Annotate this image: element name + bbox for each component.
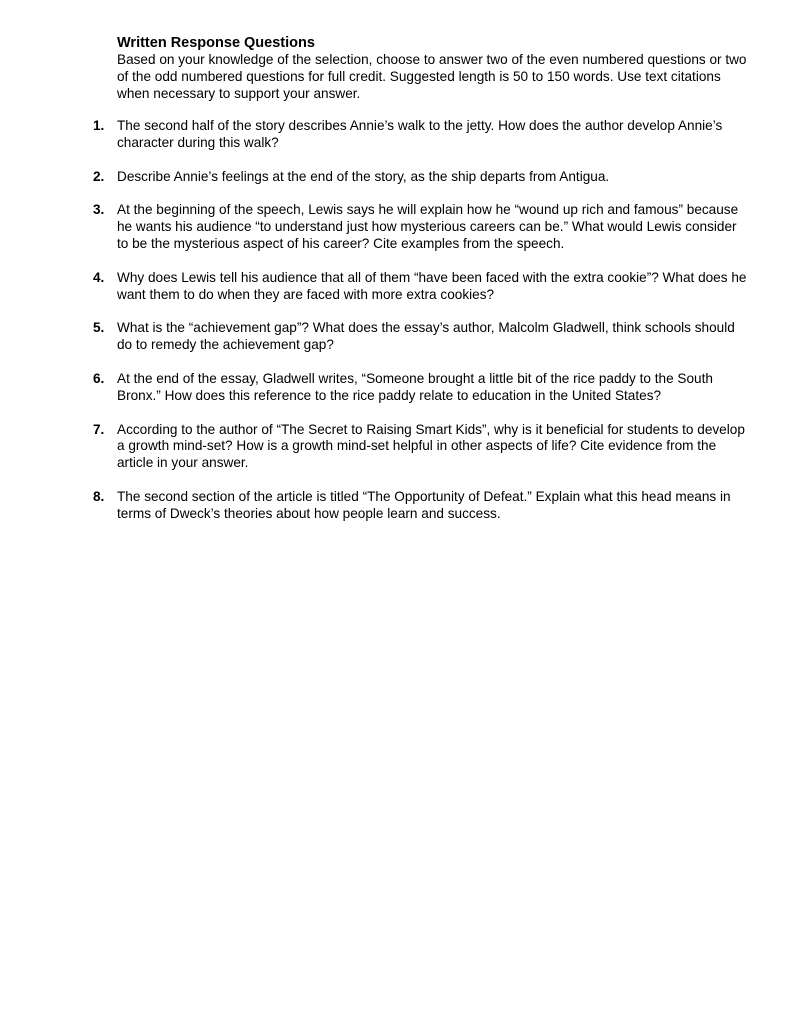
- question-number: 4.: [93, 269, 105, 285]
- question-item: [0, 169, 747, 186]
- question-number: 6.: [93, 370, 105, 386]
- question-list: [0, 118, 791, 540]
- question-item: [0, 422, 747, 472]
- question-text: The second half of the story describes Annie’s walk to the jetty. How does the author develop Annie’s character during this walk?: [117, 118, 723, 150]
- question-item: [0, 371, 747, 405]
- question-number: 5.: [93, 320, 105, 336]
- question-item: [0, 202, 747, 252]
- question-text: Why does Lewis tell his audience that all of them “have been faced with the extra cookie”? What does he want them to do when they are faced with more extra cookies?: [117, 269, 747, 302]
- instructions-paragraph: Based on your knowledge of the selection, choose to answer two of the even numbered questions or two of the odd numbered questions for full credit. Suggested length is 50 to 150 words. Use text citations when necessary to support your answer.: [117, 52, 747, 101]
- question-text: Describe Annie’s feelings at the end of the story, as the ship departs from Antigua.: [117, 168, 610, 184]
- question-number: 3.: [93, 202, 105, 218]
- page-title: Written Response Questions: [117, 35, 315, 51]
- question-text: At the beginning of the speech, Lewis says he will explain how he “wound up rich and famous” because he wants his audience “to understand just how mysterious careers can be.” What would Lewis consider to be the mysterious aspect of his career? Cite examples from the speech.: [117, 202, 739, 251]
- question-number: 1.: [93, 118, 105, 133]
- question-item: [0, 320, 747, 354]
- question-item: [0, 270, 747, 304]
- question-item: [0, 489, 747, 523]
- question-number: 2.: [93, 168, 105, 184]
- question-text: According to the author of “The Secret to Raising Smart Kids”, why is it beneficial for students to develop a growth mind-set? How is a growth mind-set helpful in other aspects of life? Cite evidence from the article in your answer.: [117, 421, 745, 471]
- question-text: At the end of the essay, Gladwell writes, “Someone brought a little bit of the rice paddy to the South Bronx.” How does this reference to the rice paddy relate to education in the United States?: [117, 370, 713, 403]
- question-number: 8.: [93, 488, 105, 504]
- question-number: 7.: [93, 421, 105, 437]
- question-text: The second section of the article is titled “The Opportunity of Defeat.” Explain what this head means in terms of Dweck’s theories about how people learn and success.: [117, 488, 731, 521]
- heading-block: [117, 35, 757, 102]
- question-text: What is the “achievement gap”? What does the essay’s author, Malcolm Gladwell, think schools should do to remedy the achievement gap?: [117, 320, 735, 353]
- question-item: [0, 118, 747, 152]
